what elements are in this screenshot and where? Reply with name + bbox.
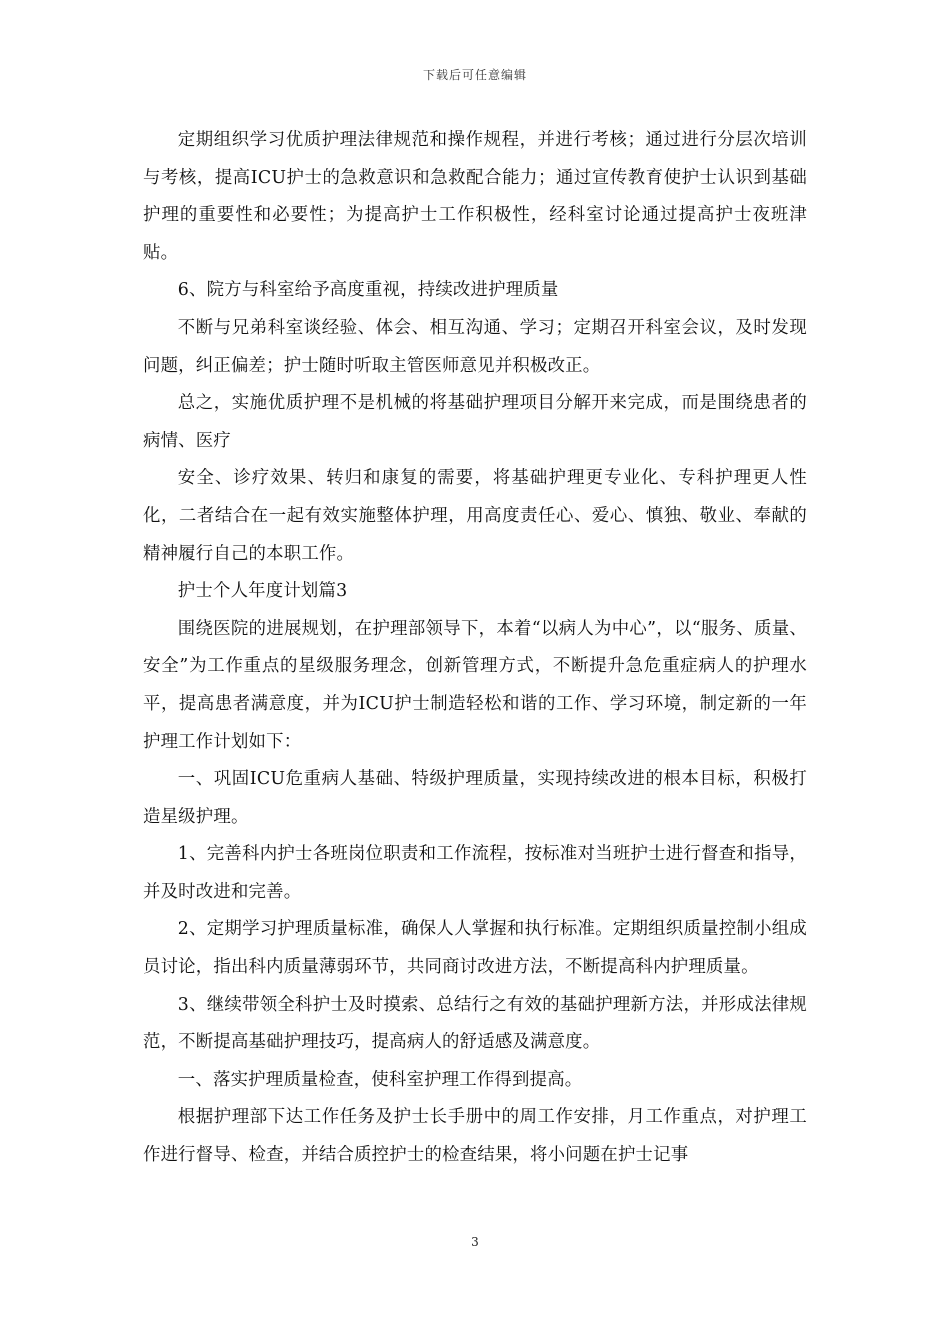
section-heading: 一、巩固ICU危重病人基础、特级护理质量，实现持续改进的根本目标，积极打造星级护理。 [143,769,807,827]
paragraph: 根据护理部下达工作任务及护士长手册中的周工作安排，月工作重点，对护理工作进行督导、检查，并结合质控护士的检查结果，将小问题在护士记事 [143,1107,807,1166]
section-heading: 6、院方与科室给予高度重视，持续改进护理质量 [177,280,559,301]
paragraph: 安全、诊疗效果、转归和康复的需要，将基础护理更专业化、专科护理更人性化，二者结合在一起有效实施整体护理，用高度责任心、爱心、慎独、敬业、奉献的精神履行自己的本职工作。 [143,468,807,564]
section-title: 护士个人年度计划篇3 [177,581,348,602]
paragraph: 不断与兄弟科室谈经验、体会、相互沟通、学习；定期召开科室会议，及时发现问题，纠正偏差；护士随时听取主管医师意见并积极改正。 [143,317,807,376]
list-item: 1、完善科内护士各班岗位职责和工作流程，按标准对当班护士进行督查和指导，并及时改进和完善。 [143,844,807,902]
list-item: 3、继续带领全科护士及时摸索、总结行之有效的基础护理新方法，并形成法律规范，不断提高基础护理技巧，提高病人的舒适感及满意度。 [143,994,807,1053]
list-item: 2、定期学习护理质量标准，确保人人掌握和执行标准。定期组织质量控制小组成员讨论，指出科内质量薄弱环节，共同商讨改进方法，不断提高科内护理质量。 [143,919,807,978]
section-heading: 一、落实护理质量检查，使科室护理工作得到提高。 [177,1069,583,1090]
page-number: 3 [471,1235,479,1249]
paragraph: 定期组织学习优质护理法律规范和操作规程，并进行考核；通过进行分层次培训与考核，提高ICU护士的急救意识和急救配合能力；通过宣传教育使护士认识到基础护理的重要性和必要性；为提高护士工作积极性，经科室讨论通过提高护士夜班津贴。 [143,130,807,263]
paragraph: 总之，实施优质护理不是机械的将基础护理项目分解开来完成，而是围绕患者的病情、医疗 [143,393,807,451]
paragraph: 围绕医院的进展规划，在护理部领导下，本着“以病人为中心”，以“服务、质量、安全”为工作重点的星级服务理念，创新管理方式，不断提升急危重症病人的护理水平，提高患者满意度，并为ICU护士制造轻松和谐的工作、学习环境，制定新的一年护理工作计划如下： [143,618,807,752]
page-header: 下载后可任意编辑 [422,68,527,82]
document-body [143,122,807,1175]
